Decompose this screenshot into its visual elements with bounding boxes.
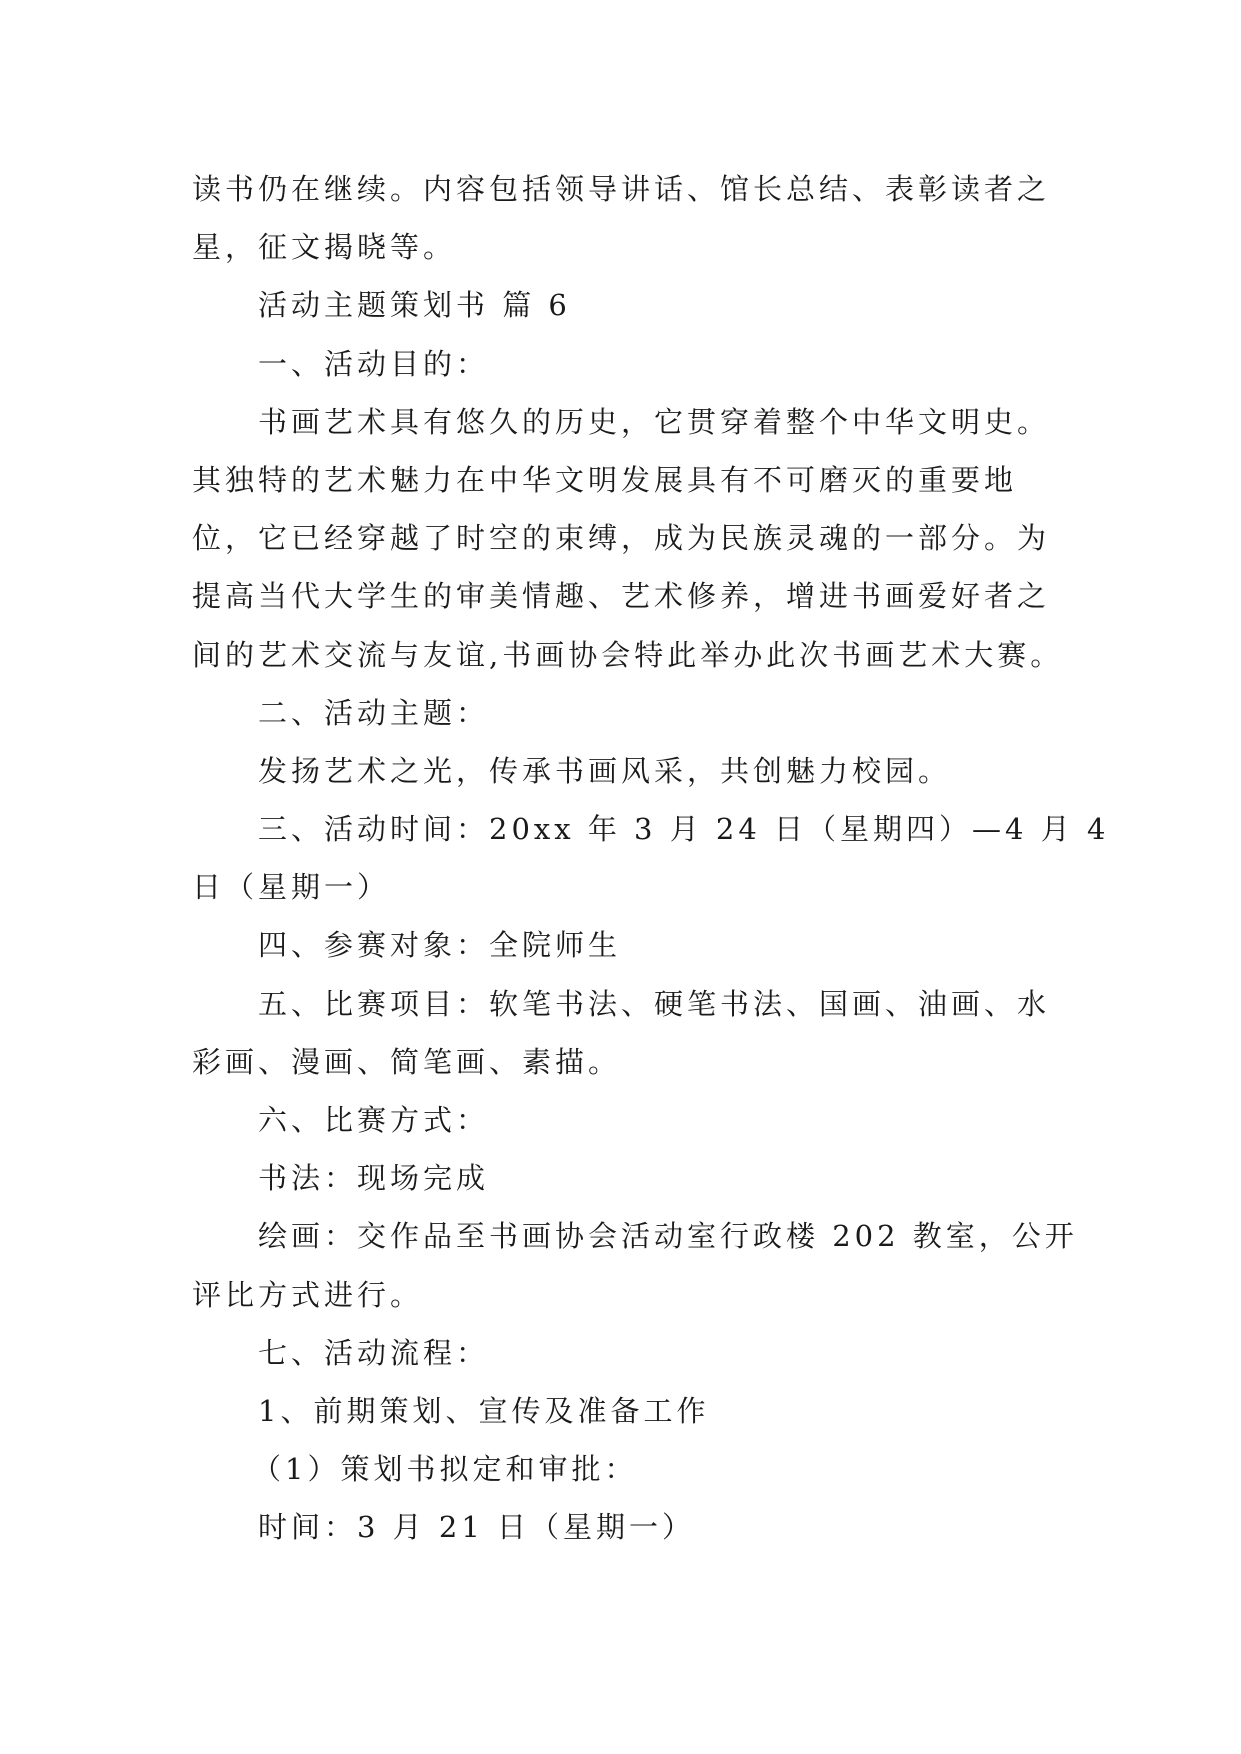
text-line: 一、活动目的： xyxy=(258,346,490,381)
text-line: 书法：现场完成 xyxy=(258,1161,490,1196)
text-line: 日（星期一） xyxy=(192,870,391,905)
text-line: 活动主题策划书 篇 6 xyxy=(258,288,571,323)
text-line: 书画艺术具有悠久的历史，它贯穿着整个中华文明史。 xyxy=(258,404,1051,439)
text-line: 1、前期策划、宣传及准备工作 xyxy=(258,1393,710,1428)
text-line: 评比方式进行。 xyxy=(192,1277,424,1312)
text-line: 三、活动时间：20xx 年 3 月 24 日（星期四）—4 月 4 xyxy=(258,812,1110,847)
text-line: 时间：3 月 21 日（星期一） xyxy=(258,1510,696,1545)
text-line: 彩画、漫画、简笔画、素描。 xyxy=(192,1044,622,1079)
text-line: 提高当代大学生的审美情趣、艺术修养，增进书画爱好者之 xyxy=(192,579,1051,614)
text-line: （1）策划书拟定和审批： xyxy=(252,1452,638,1487)
text-line: 绘画：交作品至书画协会活动室行政楼 202 教室，公开 xyxy=(258,1219,1078,1254)
text-line: 四、参赛对象：全院师生 xyxy=(258,928,622,963)
document-body xyxy=(192,160,1110,1557)
text-line: 发扬艺术之光，传承书画风采，共创魅力校园。 xyxy=(258,753,952,788)
text-line: 其独特的艺术魅力在中华文明发展具有不可磨灭的重要地 xyxy=(192,462,1018,497)
text-line: 位，它已经穿越了时空的束缚，成为民族灵魂的一部分。为 xyxy=(192,521,1051,556)
text-line: 读书仍在继续。内容包括领导讲话、馆长总结、表彰读者之 xyxy=(192,172,1051,206)
text-line: 间的艺术交流与友谊,书画协会特此举办此次书画艺术大赛。 xyxy=(192,637,1064,672)
text-line: 六、比赛方式： xyxy=(258,1103,490,1137)
text-line: 七、活动流程： xyxy=(258,1335,490,1370)
text-line: 五、比赛项目：软笔书法、硬笔书法、国画、油画、水 xyxy=(258,986,1051,1021)
text-line: 二、活动主题： xyxy=(258,695,490,730)
text-line: 星，征文揭晓等。 xyxy=(192,230,457,265)
